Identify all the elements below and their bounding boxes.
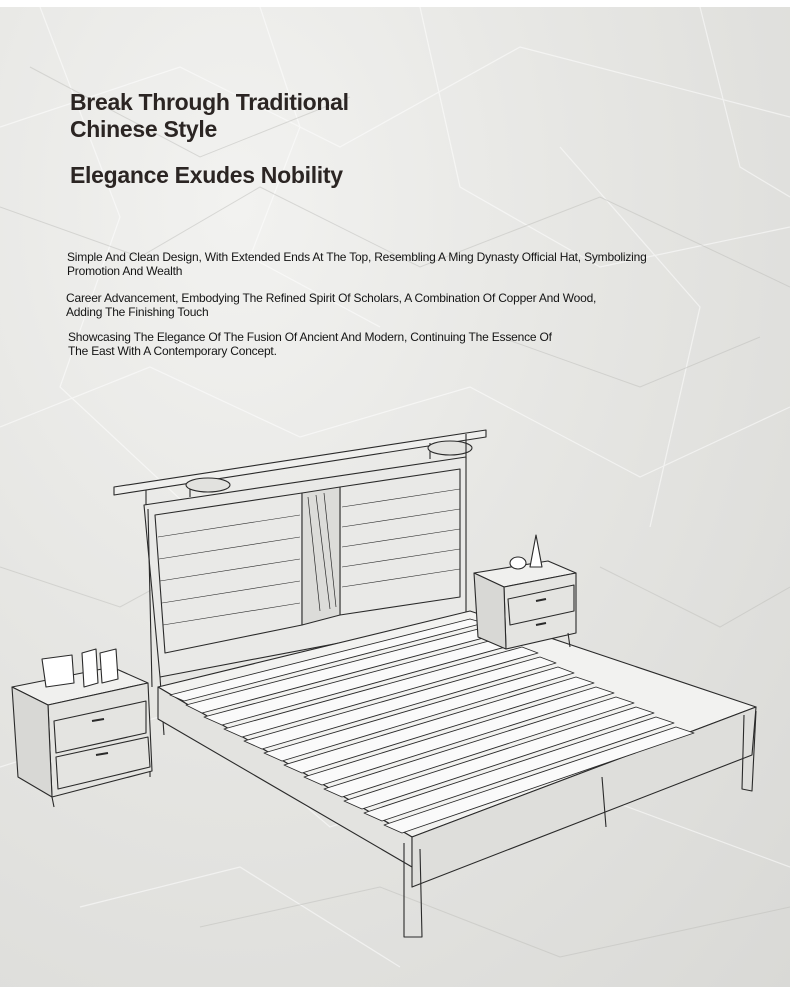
heading-line-2: Chinese Style <box>70 116 217 142</box>
description-paragraph-2 <box>66 292 626 319</box>
crumpled-paper-background <box>0 7 790 987</box>
subheading: Elegance Exudes Nobility <box>70 162 343 188</box>
p1-line-1: Simple And Clean Design, With Extended Ends At The Top, Resembling A Ming Dynasty Official Hat, Symbolizing <box>67 250 647 264</box>
p2-line-1: Career Advancement, Embodying The Refined Spirit Of Scholars, A Combination Of Copper And Wood, <box>66 291 597 305</box>
heading-line-1: Break Through Traditional <box>70 89 349 115</box>
main-heading <box>70 89 349 143</box>
description-paragraph-3 <box>68 331 588 358</box>
bed-sketch-illustration <box>0 407 790 967</box>
p2-line-2: Adding The Finishing Touch <box>66 304 209 319</box>
p3-line-1: Showcasing The Elegance Of The Fusion Of Ancient And Modern, Continuing The Essence Of <box>68 330 552 344</box>
description-paragraph-1 <box>67 251 687 278</box>
p3-line-2: The East With A Contemporary Concept. <box>68 343 277 358</box>
right-nightstand <box>474 535 576 649</box>
p1-line-2: Promotion And Wealth <box>67 263 183 278</box>
left-nightstand <box>12 649 152 807</box>
